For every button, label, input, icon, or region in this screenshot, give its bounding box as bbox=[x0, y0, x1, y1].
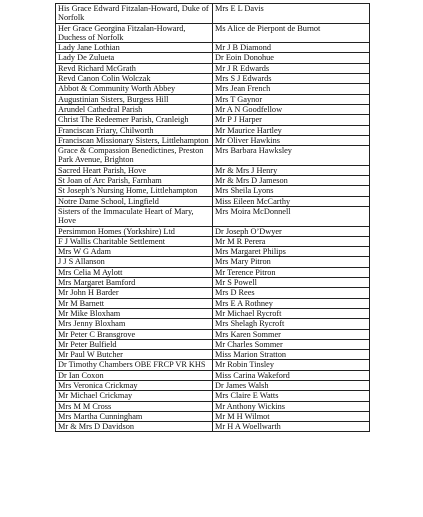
table-row bbox=[56, 257, 370, 267]
right-name-cell: Mrs Jean French bbox=[213, 84, 370, 94]
left-name-cell: Mr Mike Bloxham bbox=[56, 308, 213, 318]
table-row bbox=[56, 360, 370, 370]
table-row bbox=[56, 104, 370, 114]
right-name-cell: Mr Charles Sommer bbox=[213, 339, 370, 349]
right-name-cell: Mrs Shelagh Rycroft bbox=[213, 319, 370, 329]
right-name-cell: Mrs E A Rothney bbox=[213, 298, 370, 308]
table-row bbox=[56, 236, 370, 246]
left-name-cell: Lady De Zulueta bbox=[56, 53, 213, 63]
right-name-cell: Dr Joseph O’Dwyer bbox=[213, 226, 370, 236]
left-name-cell: Mr M Barnett bbox=[56, 298, 213, 308]
left-name-cell: Mrs Margaret Bamford bbox=[56, 278, 213, 288]
left-name-cell: Revd Canon Colin Wolczak bbox=[56, 74, 213, 84]
donor-table bbox=[55, 3, 370, 432]
right-name-cell: Mr Terence Pitron bbox=[213, 267, 370, 277]
left-name-cell: Mr Paul W Butcher bbox=[56, 350, 213, 360]
left-name-cell: Her Grace Georgina Fitzalan-Howard, Duchess of Norfolk bbox=[56, 23, 213, 43]
table-row bbox=[56, 308, 370, 318]
left-name-cell: Christ The Redeemer Parish, Cranleigh bbox=[56, 115, 213, 125]
left-name-cell: Mrs W G Adam bbox=[56, 247, 213, 257]
right-name-cell: Mr Maurice Hartley bbox=[213, 125, 370, 135]
table-row bbox=[56, 298, 370, 308]
table-row bbox=[56, 53, 370, 63]
left-name-cell: Persimmon Homes (Yorkshire) Ltd bbox=[56, 226, 213, 236]
left-name-cell: Lady Jane Lothian bbox=[56, 43, 213, 53]
table-row bbox=[56, 380, 370, 390]
right-name-cell: Mrs Mary Pitron bbox=[213, 257, 370, 267]
right-name-cell: Miss Eileen McCarthy bbox=[213, 196, 370, 206]
table-row bbox=[56, 206, 370, 226]
left-name-cell: St Joan of Arc Parish, Farnham bbox=[56, 176, 213, 186]
left-name-cell: Notre Dame School, Lingfield bbox=[56, 196, 213, 206]
right-name-cell: Mrs S J Edwards bbox=[213, 74, 370, 84]
left-name-cell: Mr & Mrs D Davidson bbox=[56, 422, 213, 432]
right-name-cell: Mrs T Gaynor bbox=[213, 94, 370, 104]
left-name-cell: Mr John H Barder bbox=[56, 288, 213, 298]
right-name-cell: Mr P J Harper bbox=[213, 115, 370, 125]
right-name-cell: Miss Carina Wakeford bbox=[213, 370, 370, 380]
left-name-cell: Mrs M M Cross bbox=[56, 401, 213, 411]
right-name-cell: Mr & Mrs D Jameson bbox=[213, 176, 370, 186]
table-row bbox=[56, 267, 370, 277]
left-name-cell: Mrs Celia M Aylott bbox=[56, 267, 213, 277]
right-name-cell: Mr Robin Tinsley bbox=[213, 360, 370, 370]
table-row bbox=[56, 391, 370, 401]
right-name-cell: Mrs Karen Sommer bbox=[213, 329, 370, 339]
donor-table-body bbox=[56, 4, 370, 432]
right-name-cell: Mr & Mrs J Henry bbox=[213, 165, 370, 175]
right-name-cell: Mr J R Edwards bbox=[213, 63, 370, 73]
table-row bbox=[56, 135, 370, 145]
right-name-cell: Mr Michael Rycroft bbox=[213, 308, 370, 318]
right-name-cell: Mrs Moira McDonnell bbox=[213, 206, 370, 226]
left-name-cell: Abbot & Community Worth Abbey bbox=[56, 84, 213, 94]
table-row bbox=[56, 226, 370, 236]
left-name-cell: St Joseph’s Nursing Home, Littlehampton bbox=[56, 186, 213, 196]
table-row bbox=[56, 370, 370, 380]
left-name-cell: Mr Michael Crickmay bbox=[56, 391, 213, 401]
right-name-cell: Mr Anthony Wickins bbox=[213, 401, 370, 411]
table-row bbox=[56, 401, 370, 411]
right-name-cell: Mr M H Wilmot bbox=[213, 411, 370, 421]
right-name-cell: Mrs D Rees bbox=[213, 288, 370, 298]
left-name-cell: Sisters of the Immaculate Heart of Mary, Hove bbox=[56, 206, 213, 226]
left-name-cell: Mr Peter Bulfield bbox=[56, 339, 213, 349]
left-name-cell: Revd Richard McGrath bbox=[56, 63, 213, 73]
left-name-cell: Mr Peter C Bransgrove bbox=[56, 329, 213, 339]
table-row bbox=[56, 422, 370, 432]
table-row bbox=[56, 94, 370, 104]
left-name-cell: Sacred Heart Parish, Hove bbox=[56, 165, 213, 175]
table-row bbox=[56, 43, 370, 53]
table-row bbox=[56, 23, 370, 43]
left-name-cell: Mrs Jenny Bloxham bbox=[56, 319, 213, 329]
table-row bbox=[56, 247, 370, 257]
table-row bbox=[56, 74, 370, 84]
table-row bbox=[56, 319, 370, 329]
right-name-cell: Mr J B Diamond bbox=[213, 43, 370, 53]
left-name-cell: Augustinian Sisters, Burgess Hill bbox=[56, 94, 213, 104]
table-row bbox=[56, 411, 370, 421]
left-name-cell: F J Wallis Charitable Settlement bbox=[56, 236, 213, 246]
right-name-cell: Mrs Claire E Watts bbox=[213, 391, 370, 401]
right-name-cell: Dr Eoin Donohue bbox=[213, 53, 370, 63]
right-name-cell: Mr A N Goodfellow bbox=[213, 104, 370, 114]
table-row bbox=[56, 125, 370, 135]
right-name-cell: Ms Alice de Pierpont de Burnot bbox=[213, 23, 370, 43]
right-name-cell: Miss Marion Stratton bbox=[213, 350, 370, 360]
table-row bbox=[56, 278, 370, 288]
right-name-cell: Mrs Sheila Lyons bbox=[213, 186, 370, 196]
table-row bbox=[56, 146, 370, 166]
right-name-cell: Dr James Walsh bbox=[213, 380, 370, 390]
table-row bbox=[56, 115, 370, 125]
left-name-cell: Franciscan Missionary Sisters, Littlehampton bbox=[56, 135, 213, 145]
table-row bbox=[56, 196, 370, 206]
left-name-cell: Mrs Veronica Crickmay bbox=[56, 380, 213, 390]
document-page bbox=[55, 3, 369, 432]
left-name-cell: Dr Timothy Chambers OBE FRCP VR KHS bbox=[56, 360, 213, 370]
right-name-cell: Mrs E L Davis bbox=[213, 4, 370, 24]
table-row bbox=[56, 350, 370, 360]
right-name-cell: Mr M R Perera bbox=[213, 236, 370, 246]
right-name-cell: Mr H A Woellwarth bbox=[213, 422, 370, 432]
table-row bbox=[56, 4, 370, 24]
right-name-cell: Mr Oliver Hawkins bbox=[213, 135, 370, 145]
left-name-cell: Mrs Martha Cunningham bbox=[56, 411, 213, 421]
right-name-cell: Mrs Barbara Hawksley bbox=[213, 146, 370, 166]
left-name-cell: J J S Allanson bbox=[56, 257, 213, 267]
left-name-cell: Dr Ian Coxon bbox=[56, 370, 213, 380]
table-row bbox=[56, 186, 370, 196]
left-name-cell: Arundel Cathedral Parish bbox=[56, 104, 213, 114]
table-row bbox=[56, 288, 370, 298]
left-name-cell: Grace & Compassion Benedictines, Preston Park Avenue, Brighton bbox=[56, 146, 213, 166]
table-row bbox=[56, 63, 370, 73]
table-row bbox=[56, 176, 370, 186]
table-row bbox=[56, 329, 370, 339]
table-row bbox=[56, 165, 370, 175]
right-name-cell: Mrs Margaret Philips bbox=[213, 247, 370, 257]
left-name-cell: His Grace Edward Fitzalan-Howard, Duke of Norfolk bbox=[56, 4, 213, 24]
table-row bbox=[56, 339, 370, 349]
table-row bbox=[56, 84, 370, 94]
left-name-cell: Franciscan Friary, Chilworth bbox=[56, 125, 213, 135]
right-name-cell: Mr S Powell bbox=[213, 278, 370, 288]
